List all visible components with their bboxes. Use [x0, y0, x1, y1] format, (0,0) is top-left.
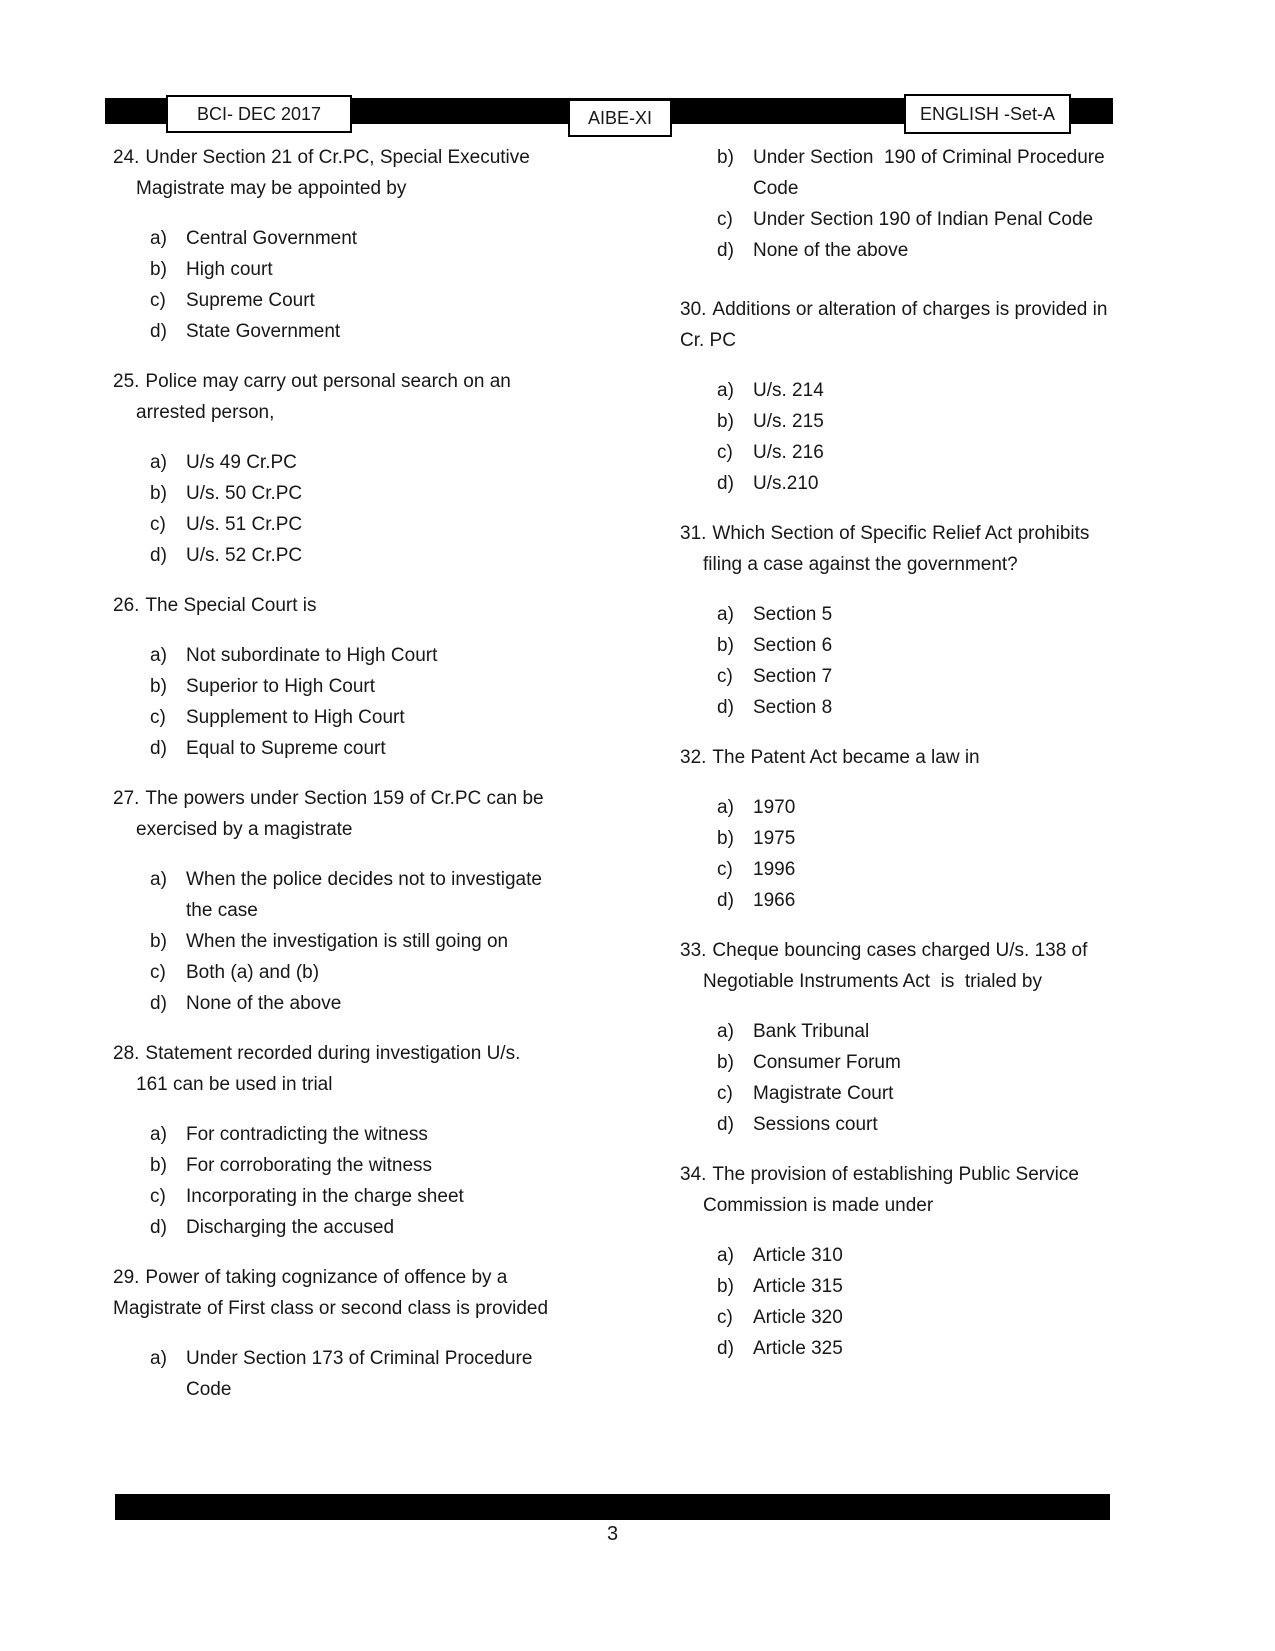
- option-row: [113, 1181, 623, 1212]
- option-text-line: For corroborating the witness: [186, 1155, 433, 1176]
- option-letter: b): [150, 931, 167, 952]
- option-text-line: Equal to Supreme court: [186, 738, 386, 759]
- option-text-line: None of the above: [186, 993, 342, 1014]
- header-badge-exam-session: [166, 95, 352, 133]
- option-text: [186, 1181, 464, 1212]
- option-row: [113, 285, 623, 316]
- option-letter: a): [150, 1124, 167, 1145]
- question-number: 29.: [113, 1267, 140, 1288]
- option-text: [753, 792, 795, 823]
- option-text-line: When the police decides not to investigate: [186, 869, 542, 890]
- option-text: [753, 692, 832, 723]
- option-letter: a): [717, 1021, 734, 1042]
- question-first-line: [680, 742, 1125, 773]
- option-text-line: 1966: [753, 890, 796, 911]
- question-block: [113, 1262, 623, 1405]
- question-number: 26.: [113, 595, 140, 616]
- option-row: [113, 478, 623, 509]
- question-column-right: [680, 142, 1125, 1383]
- option-row: [113, 864, 623, 926]
- question-text: The provision of establishing Public Service: [712, 1164, 1079, 1185]
- option-text-line: U/s. 51 Cr.PC: [186, 514, 303, 535]
- question-first-line: [113, 1262, 623, 1293]
- question-continuation-line: 161 can be used in trial: [136, 1074, 333, 1095]
- question-block: [113, 1038, 623, 1243]
- option-row: [113, 1150, 623, 1181]
- option-text-line: Section 7: [753, 666, 833, 687]
- option-text: [186, 254, 273, 285]
- option-letter: a): [150, 228, 167, 249]
- question-text: Power of taking cognizance of offence by a: [145, 1267, 508, 1288]
- option-text-line: 1996: [753, 859, 796, 880]
- option-row: [680, 204, 1125, 235]
- option-letter: d): [717, 1338, 734, 1359]
- question-column-left: [113, 142, 623, 1424]
- option-text: [753, 468, 818, 499]
- option-text: [753, 1047, 901, 1078]
- option-letter: d): [717, 240, 734, 261]
- question-number: 32.: [680, 747, 707, 768]
- question-first-line: [680, 294, 1125, 325]
- option-letter: b): [150, 1155, 167, 1176]
- option-text-line: Both (a) and (b): [186, 962, 320, 983]
- option-letter: c): [717, 1083, 733, 1104]
- option-row: [680, 437, 1125, 468]
- option-letter: c): [150, 514, 166, 535]
- option-letter: c): [717, 442, 733, 463]
- exam-name-label: AIBE-XI: [587, 107, 653, 128]
- option-text-line: Central Government: [186, 228, 358, 249]
- option-letter: b): [717, 1276, 734, 1297]
- option-letter: b): [150, 483, 167, 504]
- option-text: [186, 223, 357, 254]
- option-text-line: Not subordinate to High Court: [186, 645, 438, 666]
- option-letter: d): [717, 697, 734, 718]
- option-letter: d): [717, 890, 734, 911]
- option-text-line: Sessions court: [753, 1114, 878, 1135]
- option-text: [186, 447, 297, 478]
- option-text: [186, 957, 319, 988]
- option-letter: d): [717, 1114, 734, 1135]
- option-letter: c): [717, 859, 733, 880]
- question-continuation-line: filing a case against the government?: [703, 554, 1018, 575]
- option-text-line: 1970: [753, 797, 796, 818]
- question-continuation-line: Cr. PC: [680, 330, 736, 351]
- option-text: [186, 509, 302, 540]
- option-letter: a): [717, 1245, 734, 1266]
- option-text-line: When the investigation is still going on: [186, 931, 509, 952]
- option-text: [186, 988, 341, 1019]
- option-text: [186, 702, 405, 733]
- question-block: [680, 742, 1125, 916]
- page-number: 3: [606, 1523, 619, 1545]
- question-first-line: [113, 1038, 623, 1069]
- option-text-line: the case: [186, 900, 258, 921]
- question-first-line: [680, 935, 1125, 966]
- option-text-line: Consumer Forum: [753, 1052, 901, 1073]
- option-text: [186, 671, 375, 702]
- option-row: [113, 957, 623, 988]
- question-block: [680, 518, 1125, 723]
- option-row: [113, 223, 623, 254]
- option-row: [680, 1016, 1125, 1047]
- option-text: [186, 733, 386, 764]
- question-text: Which Section of Specific Relief Act prohibits: [712, 523, 1090, 544]
- option-row: [680, 1109, 1125, 1140]
- options-list: [680, 599, 1125, 723]
- options-list: [680, 375, 1125, 499]
- question-first-line: [680, 1159, 1125, 1190]
- option-row: [680, 599, 1125, 630]
- option-text-line: Code: [753, 178, 799, 199]
- option-text: [753, 1078, 893, 1109]
- question-number: 27.: [113, 788, 140, 809]
- option-text: [753, 1302, 843, 1333]
- header-badge-language-set: [904, 94, 1071, 134]
- option-letter: d): [150, 993, 167, 1014]
- option-text: [753, 854, 795, 885]
- option-text-line: State Government: [186, 321, 341, 342]
- option-text: [186, 316, 340, 347]
- question-continuation-line: Negotiable Instruments Act is trialed by: [703, 971, 1042, 992]
- option-text: [186, 1119, 428, 1150]
- option-row: [680, 1302, 1125, 1333]
- option-row: [680, 1333, 1125, 1364]
- option-text-line: U/s. 52 Cr.PC: [186, 545, 303, 566]
- option-text-line: For contradicting the witness: [186, 1124, 428, 1145]
- question-block: [113, 590, 623, 764]
- option-text-line: None of the above: [753, 240, 909, 261]
- option-row: [680, 630, 1125, 661]
- question-first-line: [113, 366, 623, 397]
- option-text-line: Under Section 190 of Indian Penal Code: [753, 209, 1094, 230]
- option-row: [680, 692, 1125, 723]
- option-row: [680, 235, 1125, 266]
- option-text-line: Supplement to High Court: [186, 707, 405, 728]
- option-text-line: U/s. 216: [753, 442, 824, 463]
- options-list: [113, 447, 623, 571]
- option-text: [753, 1016, 869, 1047]
- question-block: [680, 294, 1125, 499]
- option-row: [680, 823, 1125, 854]
- footer-bar: [115, 1494, 1110, 1520]
- option-letter: c): [717, 666, 733, 687]
- question-number: 28.: [113, 1043, 140, 1064]
- option-text: [753, 437, 824, 468]
- question-continuation-line: Commission is made under: [703, 1195, 934, 1216]
- options-list: [680, 142, 1125, 266]
- option-row: [680, 142, 1125, 204]
- option-text: [753, 204, 1093, 235]
- question-block: [680, 1159, 1125, 1364]
- option-letter: c): [150, 290, 166, 311]
- question-first-line: [680, 518, 1125, 549]
- option-row: [113, 988, 623, 1019]
- question-text: Cheque bouncing cases charged U/s. 138 of: [712, 940, 1088, 961]
- option-text: [753, 406, 824, 437]
- option-text: [186, 285, 315, 316]
- question-number: 31.: [680, 523, 707, 544]
- option-row: [113, 540, 623, 571]
- option-text-line: Under Section 190 of Criminal Procedure: [753, 147, 1105, 168]
- options-list: [113, 864, 623, 1019]
- option-row: [113, 316, 623, 347]
- option-text-line: Superior to High Court: [186, 676, 376, 697]
- option-text: [753, 630, 832, 661]
- option-text-line: 1975: [753, 828, 796, 849]
- option-text: [753, 885, 795, 916]
- option-letter: a): [150, 869, 167, 890]
- question-text: The Special Court is: [145, 595, 317, 616]
- question-number: 30.: [680, 299, 707, 320]
- question-number: 25.: [113, 371, 140, 392]
- option-row: [680, 792, 1125, 823]
- option-row: [680, 406, 1125, 437]
- option-row: [113, 1119, 623, 1150]
- question-number: 34.: [680, 1164, 707, 1185]
- option-letter: b): [717, 411, 734, 432]
- option-text: [753, 823, 795, 854]
- question-first-line: [113, 590, 623, 621]
- option-text: [186, 540, 302, 571]
- option-text-line: U/s. 214: [753, 380, 824, 401]
- option-row: [113, 640, 623, 671]
- option-letter: a): [150, 645, 167, 666]
- option-text-line: Under Section 173 of Criminal Procedure: [186, 1348, 533, 1369]
- option-text-line: Magistrate Court: [753, 1083, 894, 1104]
- option-text: [186, 1343, 532, 1405]
- option-row: [680, 854, 1125, 885]
- option-letter: d): [150, 1217, 167, 1238]
- option-letter: c): [150, 962, 166, 983]
- option-row: [680, 1078, 1125, 1109]
- option-row: [113, 509, 623, 540]
- option-row: [680, 468, 1125, 499]
- option-text: [753, 599, 832, 630]
- option-letter: d): [717, 473, 734, 494]
- option-letter: a): [717, 604, 734, 625]
- option-letter: a): [150, 452, 167, 473]
- question-number: 24.: [113, 147, 140, 168]
- option-text-line: Section 5: [753, 604, 833, 625]
- options-list: [680, 1016, 1125, 1140]
- option-letter: b): [717, 828, 734, 849]
- question-text: The powers under Section 159 of Cr.PC can be: [145, 788, 544, 809]
- option-text-line: Section 8: [753, 697, 833, 718]
- option-letter: d): [150, 321, 167, 342]
- option-letter: c): [717, 209, 733, 230]
- question-text: Additions or alteration of charges is provided in: [712, 299, 1108, 320]
- question-block: [113, 783, 623, 1019]
- option-letter: b): [717, 147, 734, 168]
- option-letter: c): [150, 707, 166, 728]
- option-letter: c): [717, 1307, 733, 1328]
- question-block: [113, 366, 623, 571]
- question-continuation-line: Magistrate may be appointed by: [136, 178, 407, 199]
- option-text: [186, 926, 508, 957]
- option-row: [113, 733, 623, 764]
- option-row: [113, 926, 623, 957]
- option-letter: a): [717, 380, 734, 401]
- option-text: [186, 864, 542, 926]
- option-text: [186, 1150, 432, 1181]
- option-letter: b): [717, 635, 734, 656]
- option-text: [186, 1212, 394, 1243]
- options-list: [113, 640, 623, 764]
- question-text: Statement recorded during investigation U/s.: [145, 1043, 521, 1064]
- question-continuation-line: exercised by a magistrate: [136, 819, 353, 840]
- option-text-line: Incorporating in the charge sheet: [186, 1186, 464, 1207]
- option-text: [753, 661, 832, 692]
- question-text: Police may carry out personal search on an: [145, 371, 511, 392]
- question-continuation-line: arrested person,: [136, 402, 275, 423]
- option-row: [680, 885, 1125, 916]
- option-row: [680, 1047, 1125, 1078]
- option-text: [753, 1109, 878, 1140]
- option-text: [753, 1240, 843, 1271]
- question-text: The Patent Act became a law in: [712, 747, 980, 768]
- option-text: [186, 478, 302, 509]
- question-first-line: [113, 142, 623, 173]
- option-row: [113, 254, 623, 285]
- option-row: [680, 661, 1125, 692]
- header-badge-exam-name: [568, 99, 672, 137]
- option-row: [680, 375, 1125, 406]
- exam-session-label: BCI- DEC 2017: [196, 103, 322, 124]
- options-list: [680, 792, 1125, 916]
- option-text-line: Article 315: [753, 1276, 843, 1297]
- option-text-line: U/s. 215: [753, 411, 824, 432]
- option-row: [680, 1271, 1125, 1302]
- option-letter: d): [150, 738, 167, 759]
- option-text-line: U/s.210: [753, 473, 819, 494]
- option-text-line: Article 325: [753, 1338, 843, 1359]
- option-letter: b): [717, 1052, 734, 1073]
- option-text: [186, 640, 437, 671]
- option-text-line: Article 310: [753, 1245, 843, 1266]
- option-text-line: Bank Tribunal: [753, 1021, 870, 1042]
- options-list: [113, 1343, 623, 1405]
- option-row: [113, 702, 623, 733]
- options-list: [113, 1119, 623, 1243]
- question-text: Under Section 21 of Cr.PC, Special Executive: [145, 147, 530, 168]
- option-letter: a): [717, 797, 734, 818]
- option-text-line: Discharging the accused: [186, 1217, 395, 1238]
- option-text-line: Section 6: [753, 635, 833, 656]
- option-text-line: Article 320: [753, 1307, 843, 1328]
- option-letter: b): [150, 676, 167, 697]
- option-row: [113, 1343, 623, 1405]
- options-list: [680, 1240, 1125, 1364]
- option-letter: c): [150, 1186, 166, 1207]
- options-list: [113, 223, 623, 347]
- option-letter: b): [150, 259, 167, 280]
- option-text: [753, 142, 1105, 204]
- question-block: [113, 142, 623, 347]
- option-text-line: Supreme Court: [186, 290, 315, 311]
- option-row: [113, 447, 623, 478]
- question-block: [680, 142, 1125, 266]
- option-text: [753, 1333, 843, 1364]
- question-block: [680, 935, 1125, 1140]
- option-row: [113, 671, 623, 702]
- option-text-line: High court: [186, 259, 273, 280]
- option-letter: a): [150, 1348, 167, 1369]
- option-row: [113, 1212, 623, 1243]
- language-set-label: ENGLISH -Set-A: [919, 103, 1056, 124]
- option-text-line: Code: [186, 1379, 232, 1400]
- option-row: [680, 1240, 1125, 1271]
- option-text-line: U/s. 50 Cr.PC: [186, 483, 303, 504]
- question-number: 33.: [680, 940, 707, 961]
- question-continuation-line: Magistrate of First class or second class is provided: [113, 1298, 549, 1319]
- option-text: [753, 1271, 843, 1302]
- option-letter: d): [150, 545, 167, 566]
- option-text: [753, 235, 908, 266]
- option-text: [753, 375, 824, 406]
- question-first-line: [113, 783, 623, 814]
- option-text-line: U/s 49 Cr.PC: [186, 452, 297, 473]
